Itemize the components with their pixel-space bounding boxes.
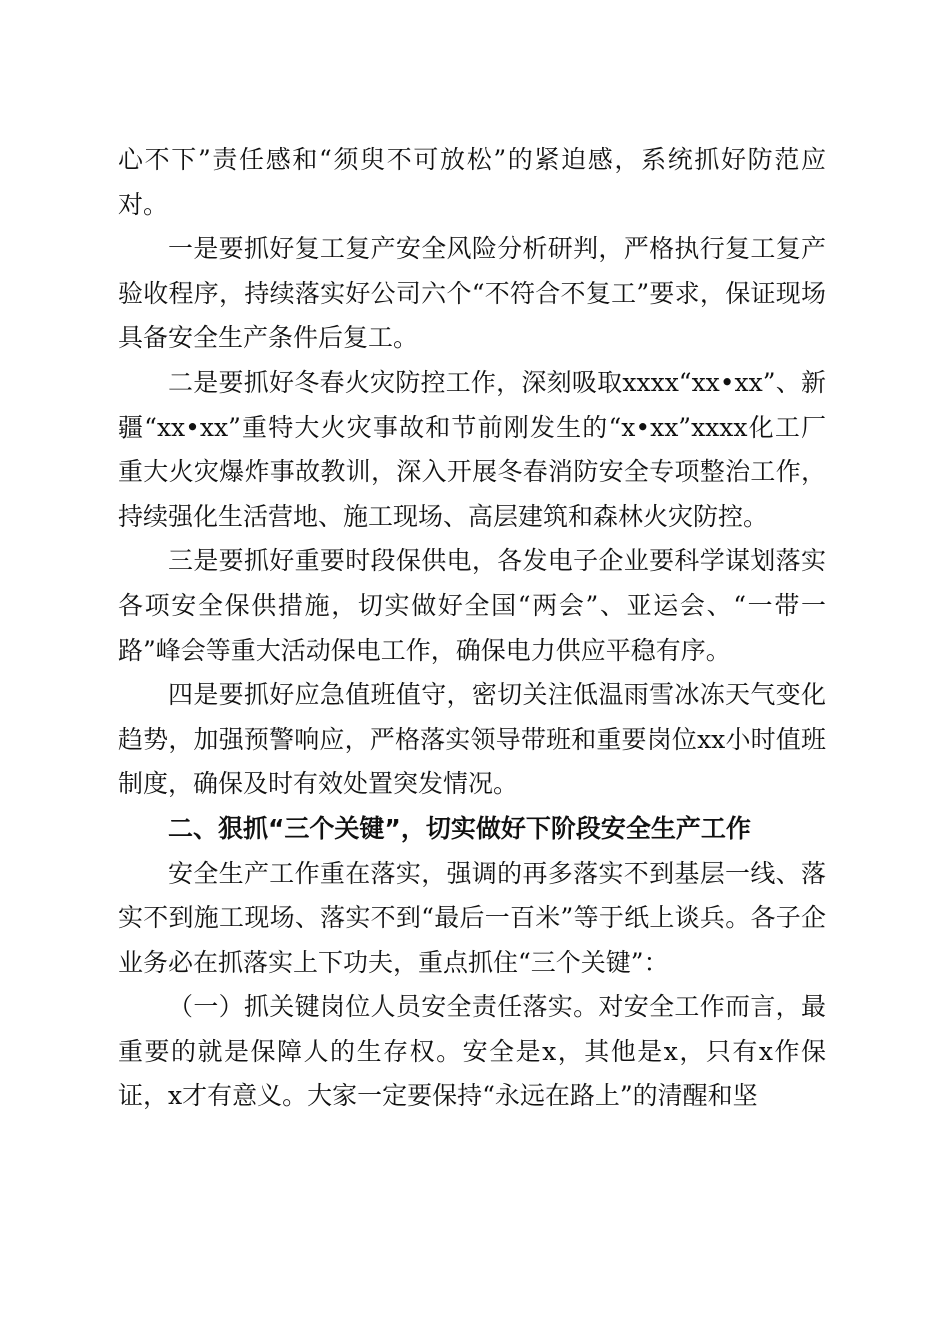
paragraph-resumption-risk: 一是要抓好复工复产安全风险分析研判，严格执行复工复产验收程序，持续落实好公司六个“不符合不复工”要求，保证现场具备安全生产条件后复工。 — [118, 234, 826, 353]
paragraph-key-positions: （一）抓关键岗位人员安全责任落实。对安全工作而言，最重要的就是保障人的生存权。安全是x，其他是x，只有x作保证，x才有意义。大家一定要保持“永远在路上”的清醒和坚 — [118, 992, 826, 1111]
section-heading-three-keys: 二、狠抓“三个关键”，切实做好下阶段安全生产工作 — [168, 813, 751, 843]
document-body — [118, 138, 826, 1119]
paragraph-continuation: 心不下”责任感和“须臾不可放松”的紧迫感，系统抓好防范应对。 — [118, 145, 826, 219]
paragraph-fire-prevention: 二是要抓好冬春火灾防控工作，深刻吸取xxxx“xx•xx”、新疆“xx•xx”重特大火灾事故和节前刚发生的“x•xx”xxxx化工厂重大火灾爆炸事故教训，深入开展冬春消防安全专项整治工作，持续强化生活营地、施工现场、高层建筑和森林火灾防控。 — [118, 367, 826, 531]
paragraph-emergency-duty: 四是要抓好应急值班值守，密切关注低温雨雪冰冻天气变化趋势，加强预警响应，严格落实领导带班和重要岗位xx小时值班制度，确保及时有效处置突发情况。 — [118, 680, 826, 799]
paragraph-power-supply: 三是要抓好重要时段保供电，各发电子企业要科学谋划落实各项安全保供措施，切实做好全国“两会”、亚运会、“一带一路”峰会等重大活动保电工作，确保电力供应平稳有序。 — [118, 546, 826, 665]
paragraph-implementation: 安全生产工作重在落实，强调的再多落实不到基层一线、落实不到施工现场、落实不到“最后一百米”等于纸上谈兵。各子企业务必在抓落实上下功夫，重点抓住“三个关键”： — [118, 858, 826, 977]
